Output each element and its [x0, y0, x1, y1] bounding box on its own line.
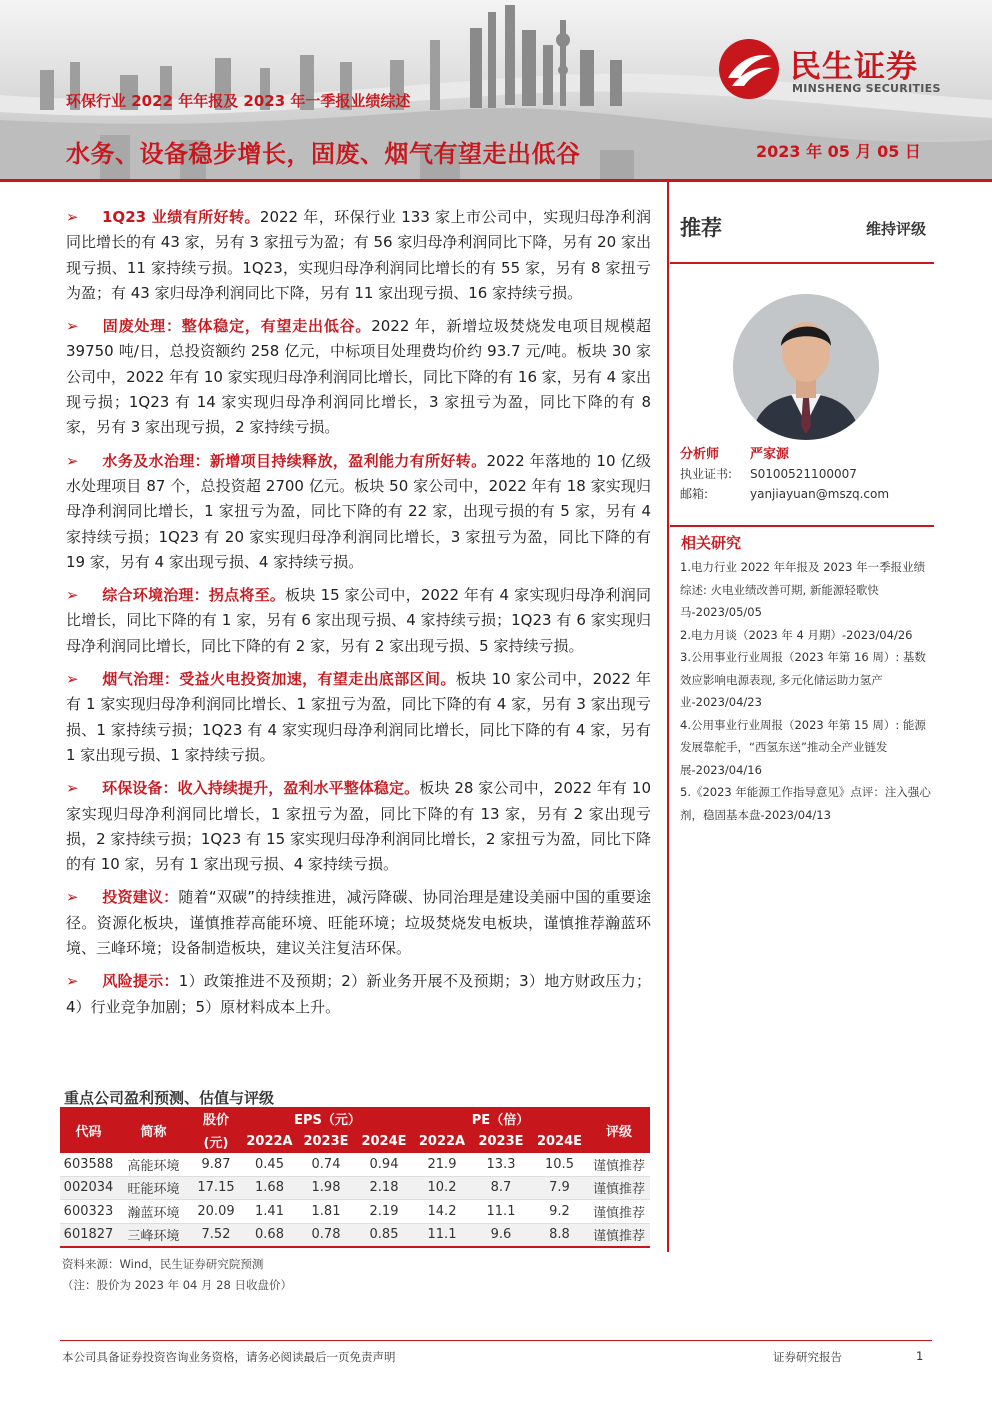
report-date: 2023 年 05 月 05 日 — [756, 142, 921, 161]
banner-bottom-rule — [0, 179, 992, 182]
cell-code: 603588 — [60, 1153, 117, 1176]
cell-pe: 9.2 — [531, 1200, 588, 1224]
bullet-item — [66, 583, 651, 659]
bullet-item — [66, 885, 651, 961]
email-row — [680, 484, 934, 504]
cell-pe: 7.9 — [531, 1176, 588, 1200]
rating-value: 推荐 — [680, 216, 722, 240]
cell-eps: 2.18 — [355, 1176, 413, 1200]
cell-pe: 10.5 — [531, 1153, 588, 1176]
col-year: 2023E — [297, 1130, 355, 1153]
bullet-arrow-icon: ➢ — [66, 888, 79, 907]
cell-eps: 0.45 — [242, 1153, 297, 1176]
cell-price: 17.15 — [190, 1176, 242, 1200]
analyst-portrait-image — [733, 294, 879, 440]
estimates-table — [60, 1107, 650, 1248]
cell-eps: 0.94 — [355, 1153, 413, 1176]
analyst-info — [680, 444, 934, 504]
summary-bullets — [66, 205, 651, 1028]
bullet-heading: 烟气治理：受益火电投资加速，有望走出底部区间。 — [102, 670, 456, 689]
bullet-body: 2022 年，环保行业 133 家上市公司中，实现归母净利润同比增长的有 43 家，另有 3 家扭亏为盈；有 56 家归母净利润同比下降，另有 20 家出现亏损、11 家持续亏损。1Q23，实现归母净利润同比增长的有 55 家，另有 8 家扭亏为盈；有 43 家归母净利润同比下降，另有 11 家出现亏损、16 家持续亏损。 — [66, 208, 651, 302]
bullet-arrow-icon: ➢ — [66, 208, 79, 226]
table-header-row — [60, 1107, 650, 1130]
cell-pe: 8.8 — [531, 1223, 588, 1247]
footer-doc-type: 证券研究报告 — [773, 1350, 842, 1364]
bullet-arrow-icon: ➢ — [66, 670, 79, 689]
table-row — [60, 1200, 650, 1224]
cell-rating: 谨慎推荐 — [588, 1176, 650, 1200]
col-price-unit: (元) — [190, 1130, 242, 1153]
column-divider — [667, 182, 669, 1252]
col-year: 2023E — [471, 1130, 531, 1153]
analyst-label: 分析师 — [680, 447, 720, 462]
col-year: 2022A — [242, 1130, 297, 1153]
report-title: 水务、设备稳步增长，固废、烟气有望走出低谷 — [66, 140, 581, 168]
brand-name-en: MINSHENG SECURITIES — [792, 82, 941, 95]
bullet-body: 2022 年，新增垃圾焚烧发电项目规模超 39750 吨/日，总投资额约 258 亿元，中标项目处理费均价约 93.7 元/吨。板块 30 家公司中，2022 年有 10 家实现归母净利润同比增长，同比下降的有 16 家，另有 4 家出现亏损；1Q23 有 14 家实现归母净利润同比增长，3 家扭亏为盈，同比下降的有 8 家，另有 3 家出现亏损，2 家持续亏损。 — [66, 317, 651, 437]
sidebar-rule — [670, 525, 934, 527]
bullet-heading: 投资建议： — [102, 888, 179, 907]
table-row — [60, 1176, 650, 1200]
table-row — [60, 1153, 650, 1176]
cell-rating: 谨慎推荐 — [588, 1223, 650, 1247]
bullet-item — [66, 449, 651, 575]
bullet-heading: 1Q23 业绩有所好转。 — [102, 208, 260, 226]
sidebar-rule — [670, 262, 934, 264]
bullet-arrow-icon: ➢ — [66, 451, 79, 470]
bullet-heading: 综合环境治理：拐点将至。 — [102, 586, 286, 605]
bullet-body: 板块 15 家公司中，2022 年有 4 家实现归母净利润同比增长，同比下降的有 1 家，另有 6 家出现亏损、4 家持续亏损；1Q23 有 6 家实现归母净利润同比增长，同比下降的有 2 家，另有 2 家出现亏损、5 家持续亏损。 — [66, 586, 651, 655]
cell-pe: 8.7 — [471, 1176, 531, 1200]
table-title: 重点公司盈利预测、估值与评级 — [64, 1089, 275, 1107]
cert-value: S0100521100007 — [750, 467, 857, 481]
analyst-row — [680, 444, 934, 464]
cell-pe: 11.1 — [413, 1223, 471, 1247]
bullet-body: 1）政策推进不及预期；2）新业务开展不及预期；3）地方财政压力； 4）行业竞争加剧；5）原材料成本上升。 — [66, 972, 651, 1016]
cell-eps: 1.81 — [297, 1200, 355, 1224]
col-year: 2024E — [531, 1130, 588, 1153]
col-rating: 评级 — [588, 1107, 650, 1153]
related-item[interactable]: 3.公用事业行业周报（2023 年第 16 周）: 基数效应影响电源表现, 多元化储运助力氢产业-2023/04/23 — [680, 650, 926, 709]
cell-code: 002034 — [60, 1176, 117, 1200]
bullet-arrow-icon: ➢ — [66, 972, 79, 991]
cell-pe: 11.1 — [471, 1200, 531, 1224]
report-subtitle: 环保行业 2022 年年报及 2023 年一季报业绩综述 — [66, 92, 411, 110]
bullet-heading: 环保设备：收入持续提升，盈利水平整体稳定。 — [102, 779, 420, 798]
table-note: （注：股价为 2023 年 04 月 28 日收盘价） — [62, 1278, 292, 1292]
bullet-item — [66, 776, 651, 877]
cell-name: 三峰环境 — [117, 1223, 190, 1247]
cell-eps: 1.98 — [297, 1176, 355, 1200]
cell-rating: 谨慎推荐 — [588, 1200, 650, 1224]
cell-code: 600323 — [60, 1200, 117, 1224]
cell-name: 瀚蓝环境 — [117, 1200, 190, 1224]
bullet-item — [66, 969, 651, 1020]
col-year: 2024E — [355, 1130, 413, 1153]
footer-rule — [60, 1340, 932, 1341]
related-research-list — [680, 556, 932, 826]
related-item[interactable]: 4.公用事业行业周报（2023 年第 15 周）: 能源发展靠舵手，“西氢东送”推动全产业链发展-2023/04/16 — [680, 717, 926, 777]
bullet-body: 板块 28 家公司中，2022 年有 10 家实现归母净利润同比增长，1 家扭亏为盈，同比下降的有 13 家，另有 2 家出现亏损，2 家持续亏损；1Q23 有 15 家实现归母净利润同比增长，2 家扭亏为盈，同比下降的有 10 家，另有 1 家出现亏损、4 家持续亏损。 — [66, 779, 651, 874]
cell-eps: 0.85 — [355, 1223, 413, 1247]
table-row — [60, 1223, 650, 1247]
bullet-heading: 水务及水治理：新增项目持续释放，盈利能力有所好转。 — [102, 451, 487, 470]
cell-price: 20.09 — [190, 1200, 242, 1224]
cell-eps: 0.74 — [297, 1153, 355, 1176]
col-year: 2022A — [413, 1130, 471, 1153]
cert-label: 执业证书: — [680, 467, 733, 481]
bullet-arrow-icon: ➢ — [66, 779, 79, 798]
cell-code: 601827 — [60, 1223, 117, 1247]
bullet-item — [66, 314, 651, 440]
bullet-body: 板块 10 家公司中，2022 年有 1 家实现归母净利润同比增长、1 家扭亏为盈，同比下降的有 4 家，另有 3 家出现亏损、1 家持续亏损；1Q23 有 4 家实现归母净利润同比增长，同比下降的有 4 家，另有 1 家出现亏损、1 家持续亏损。 — [66, 670, 651, 764]
cell-price: 9.87 — [190, 1153, 242, 1176]
email-label: 邮箱: — [680, 487, 709, 501]
col-name: 简称 — [117, 1107, 190, 1153]
cell-rating: 谨慎推荐 — [588, 1153, 650, 1176]
cell-price: 7.52 — [190, 1223, 242, 1247]
cell-name: 高能环境 — [117, 1153, 190, 1176]
footer-disclaimer: 本公司具备证券投资咨询业务资格，请务必阅读最后一页免责声明 — [62, 1350, 396, 1364]
cell-pe: 10.2 — [413, 1176, 471, 1200]
table-source: 资料来源：Wind，民生证券研究院预测 — [62, 1257, 264, 1271]
col-eps: EPS（元） — [242, 1107, 413, 1130]
bullet-body: 2022 年落地的 10 亿级水处理项目 87 个，总投资超 2700 亿元。板块 50 家公司中，2022 年有 18 家实现归母净利润同比增长，1 家扭亏为盈，同比下降的有 22 家，出现亏损的有 5 家，另有 4 家持续亏损；1Q23 有 20 家实现归母净利润同比增长，3 家扭亏为盈，同比下降的有 19 家，另有 4 家出现亏损、4 家持续亏损。 — [66, 451, 651, 571]
related-item[interactable]: 2.电力月谈（2023 年 4 月期）-2023/04/26 — [680, 627, 913, 642]
bullet-body: 随着“双碳”的持续推进，减污降碳、协同治理是建设美丽中国的重要途径。资源化板块，谨慎推荐高能环境、旺能环境；垃圾焚烧发电板块，谨慎推荐瀚蓝环境、三峰环境；设备制造板块，建议关注复洁环保。 — [66, 888, 651, 958]
cell-pe: 14.2 — [413, 1200, 471, 1224]
col-price: 股价 — [190, 1107, 242, 1130]
brand-mark-icon — [718, 38, 780, 100]
cell-name: 旺能环境 — [117, 1176, 190, 1200]
col-pe: PE（倍） — [413, 1107, 588, 1130]
cell-pe: 13.3 — [471, 1153, 531, 1176]
cell-eps: 2.19 — [355, 1200, 413, 1224]
related-item[interactable]: 1.电力行业 2022 年年报及 2023 年一季报业绩综述: 火电业绩改善可期, 新能源轻歌快马-2023/05/05 — [680, 560, 926, 619]
cell-pe: 9.6 — [471, 1223, 531, 1247]
bullet-item — [66, 667, 651, 768]
cell-eps: 1.68 — [242, 1176, 297, 1200]
analyst-name: 严家源 — [750, 447, 790, 462]
brand-name-cn: 民生证券 — [790, 49, 918, 85]
page-number: 1 — [916, 1349, 924, 1363]
analyst-photo — [733, 294, 879, 440]
cert-row — [680, 464, 934, 484]
cell-eps: 0.78 — [297, 1223, 355, 1247]
col-code: 代码 — [60, 1107, 117, 1153]
cell-eps: 0.68 — [242, 1223, 297, 1247]
bullet-arrow-icon: ➢ — [66, 586, 79, 605]
email-value[interactable]: yanjiayuan@mszq.com — [750, 487, 890, 501]
related-research-title: 相关研究 — [681, 534, 742, 552]
bullet-arrow-icon: ➢ — [66, 317, 79, 336]
bullet-heading: 固废处理：整体稳定，有望走出低谷。 — [102, 317, 372, 336]
bullet-heading: 风险提示： — [102, 972, 179, 991]
table-notes — [62, 1254, 292, 1296]
cell-eps: 1.41 — [242, 1200, 297, 1224]
bullet-item — [66, 205, 651, 306]
rating-status: 维持评级 — [865, 220, 926, 238]
brand-logo — [718, 38, 968, 100]
related-item[interactable]: 5.《2023 年能源工作指导意见》点评：注入强心剂，稳固基本盘-2023/04/13 — [680, 785, 931, 822]
cell-pe: 21.9 — [413, 1153, 471, 1176]
